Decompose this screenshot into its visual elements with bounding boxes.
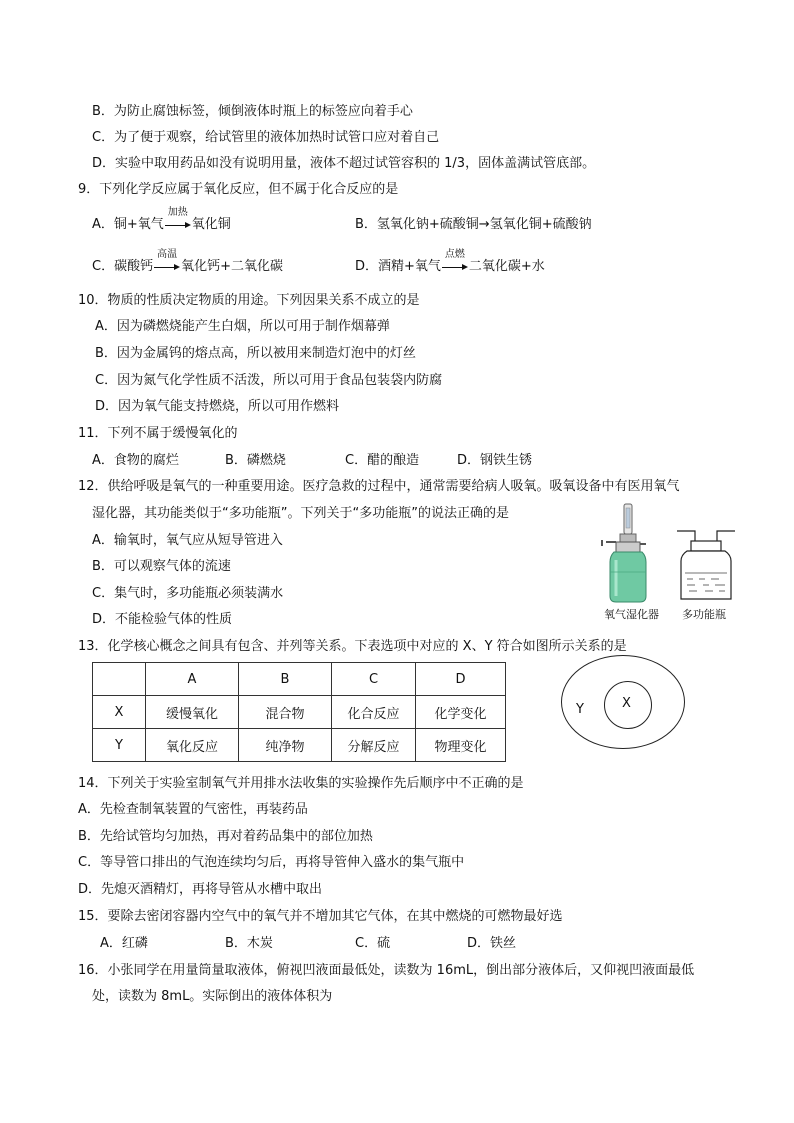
q10-option-a: A．因为磷燃烧能产生白烟，所以可用于制作烟幕弹 bbox=[95, 319, 390, 334]
q11-option-c: C．醋的酿造 bbox=[345, 453, 420, 468]
q11-option-a: A．食物的腐烂 bbox=[92, 453, 179, 468]
q9-stem: 9．下列化学反应属于氧化反应，但不属于化合反应的是 bbox=[78, 182, 399, 197]
caption-oxygen-humidifier: 氧气湿化器 bbox=[604, 608, 659, 621]
q15-option-a: A．红磷 bbox=[100, 936, 148, 951]
q14-option-d: D．先熄灭酒精灯，再将导管从水槽中取出 bbox=[78, 882, 323, 897]
reaction-arrow bbox=[165, 207, 191, 234]
q12-option-d: D．不能检验气体的性质 bbox=[92, 612, 233, 627]
reaction-condition: 点燃 bbox=[444, 249, 465, 260]
table-header-cell: C bbox=[332, 663, 416, 696]
q11-option-b: B．磷燃烧 bbox=[225, 453, 286, 468]
table-cell: 氧化反应 bbox=[146, 729, 239, 762]
table-cell: 缓慢氧化 bbox=[146, 696, 239, 729]
q10-option-d: D．因为氧气能支持燃烧，所以可用作燃料 bbox=[95, 399, 340, 414]
q12-option-a: A．输氧时，氧气应从短导管进入 bbox=[92, 533, 283, 548]
reaction-arrow bbox=[442, 249, 468, 276]
venn-label-x: X bbox=[622, 696, 631, 711]
table-cell: 化合反应 bbox=[332, 696, 416, 729]
q9-a-reactants: A．铜+氧气 bbox=[92, 217, 164, 232]
q8-option-b: B．为防止腐蚀标签，倾倒液体时瓶上的标签应向着手心 bbox=[92, 104, 413, 119]
q8-option-d: D．实验中取用药品如没有说明用量，液体不超过试管容积的 1/3，固体盖满试管底部。 bbox=[92, 156, 596, 171]
q11-option-d: D．钢铁生锈 bbox=[457, 453, 533, 468]
q14-option-a: A．先检查制氧装置的气密性，再装药品 bbox=[78, 802, 308, 817]
q14-stem: 14．下列关于实验室制氧气并用排水法收集的实验操作先后顺序中不正确的是 bbox=[78, 776, 524, 791]
q9-a-products: 氧化铜 bbox=[191, 217, 231, 232]
table-cell: X bbox=[93, 696, 146, 729]
q12-stem-line2: 湿化器，其功能类似于“多功能瓶”。下列关于“多功能瓶”的说法正确的是 bbox=[92, 506, 509, 521]
q12-option-b: B．可以观察气体的流速 bbox=[92, 559, 231, 574]
q9-c-products: 氧化钙+二氧化碳 bbox=[181, 259, 283, 274]
q13-options-table bbox=[92, 662, 506, 762]
table-cell: Y bbox=[93, 729, 146, 762]
reaction-arrow bbox=[154, 249, 180, 276]
q9-c-reactants: C．碳酸钙 bbox=[92, 259, 154, 274]
table-header-row bbox=[93, 663, 506, 696]
q11-stem: 11．下列不属于缓慢氧化的 bbox=[78, 426, 238, 441]
q8-option-c: C．为了便于观察，给试管里的液体加热时试管口应对着自己 bbox=[92, 130, 440, 145]
table-header-cell: A bbox=[146, 663, 239, 696]
caption-multifunction-bottle: 多功能瓶 bbox=[682, 608, 726, 621]
q9-option-c bbox=[92, 249, 283, 276]
table-row bbox=[93, 729, 506, 762]
table-header-cell: B bbox=[239, 663, 332, 696]
q9-option-a bbox=[92, 207, 231, 234]
table-cell: 纯净物 bbox=[239, 729, 332, 762]
q10-stem: 10．物质的性质决定物质的用途。下列因果关系不成立的是 bbox=[78, 293, 420, 308]
table-row bbox=[93, 696, 506, 729]
table-cell: 化学变化 bbox=[416, 696, 506, 729]
q12-stem-line1: 12．供给呼吸是氧气的一种重要用途。医疗急救的过程中，通常需要给病人吸氧。吸氧设备中有医用氧气 bbox=[78, 479, 680, 494]
q16-line2: 处，读数为 8mL。实际倒出的液体体积为 bbox=[92, 989, 333, 1004]
reaction-condition: 加热 bbox=[167, 207, 188, 218]
reaction-condition: 高温 bbox=[157, 249, 178, 260]
q10-option-c: C．因为氮气化学性质不活泼，所以可用于食品包装袋内防腐 bbox=[95, 373, 443, 388]
q14-option-b: B．先给试管均匀加热，再对着药品集中的部位加热 bbox=[78, 829, 373, 844]
q9-d-reactants: D．酒精+氧气 bbox=[355, 259, 441, 274]
q15-option-b: B．木炭 bbox=[225, 936, 273, 951]
q9-option-d bbox=[355, 249, 545, 276]
q15-option-d: D．铁丝 bbox=[467, 936, 517, 951]
multifunction-bottle-illustration bbox=[675, 527, 737, 603]
q14-option-c: C．等导管口排出的气泡连续均匀后，再将导管伸入盛水的集气瓶中 bbox=[78, 855, 465, 870]
q12-option-c: C．集气时，多功能瓶必须装满水 bbox=[92, 586, 284, 601]
table-header-cell bbox=[93, 663, 146, 696]
q13-stem: 13．化学核心概念之间具有包含、并列等关系。下表选项中对应的 X、Y 符合如图所示关系的是 bbox=[78, 639, 627, 654]
q9-d-products: 二氧化碳+水 bbox=[468, 259, 545, 274]
q15-option-c: C．硫 bbox=[355, 936, 391, 951]
q10-option-b: B．因为金属钨的熔点高，所以被用来制造灯泡中的灯丝 bbox=[95, 346, 416, 361]
q15-stem: 15．要除去密闭容器内空气中的氧气并不增加其它气体，在其中燃烧的可燃物最好选 bbox=[78, 909, 563, 924]
q9-option-b: B．氢氧化钠+硫酸铜→氢氧化铜+硫酸钠 bbox=[355, 217, 592, 232]
oxygen-humidifier-illustration bbox=[596, 500, 676, 604]
table-header-cell: D bbox=[416, 663, 506, 696]
venn-label-y: Y bbox=[576, 702, 584, 717]
table-cell: 物理变化 bbox=[416, 729, 506, 762]
table-cell: 分解反应 bbox=[332, 729, 416, 762]
q16-line1: 16．小张同学在用量筒量取液体，俯视凹液面最低处，读数为 16mL，倒出部分液体后，又仰视凹液面最低 bbox=[78, 963, 695, 978]
table-cell: 混合物 bbox=[239, 696, 332, 729]
